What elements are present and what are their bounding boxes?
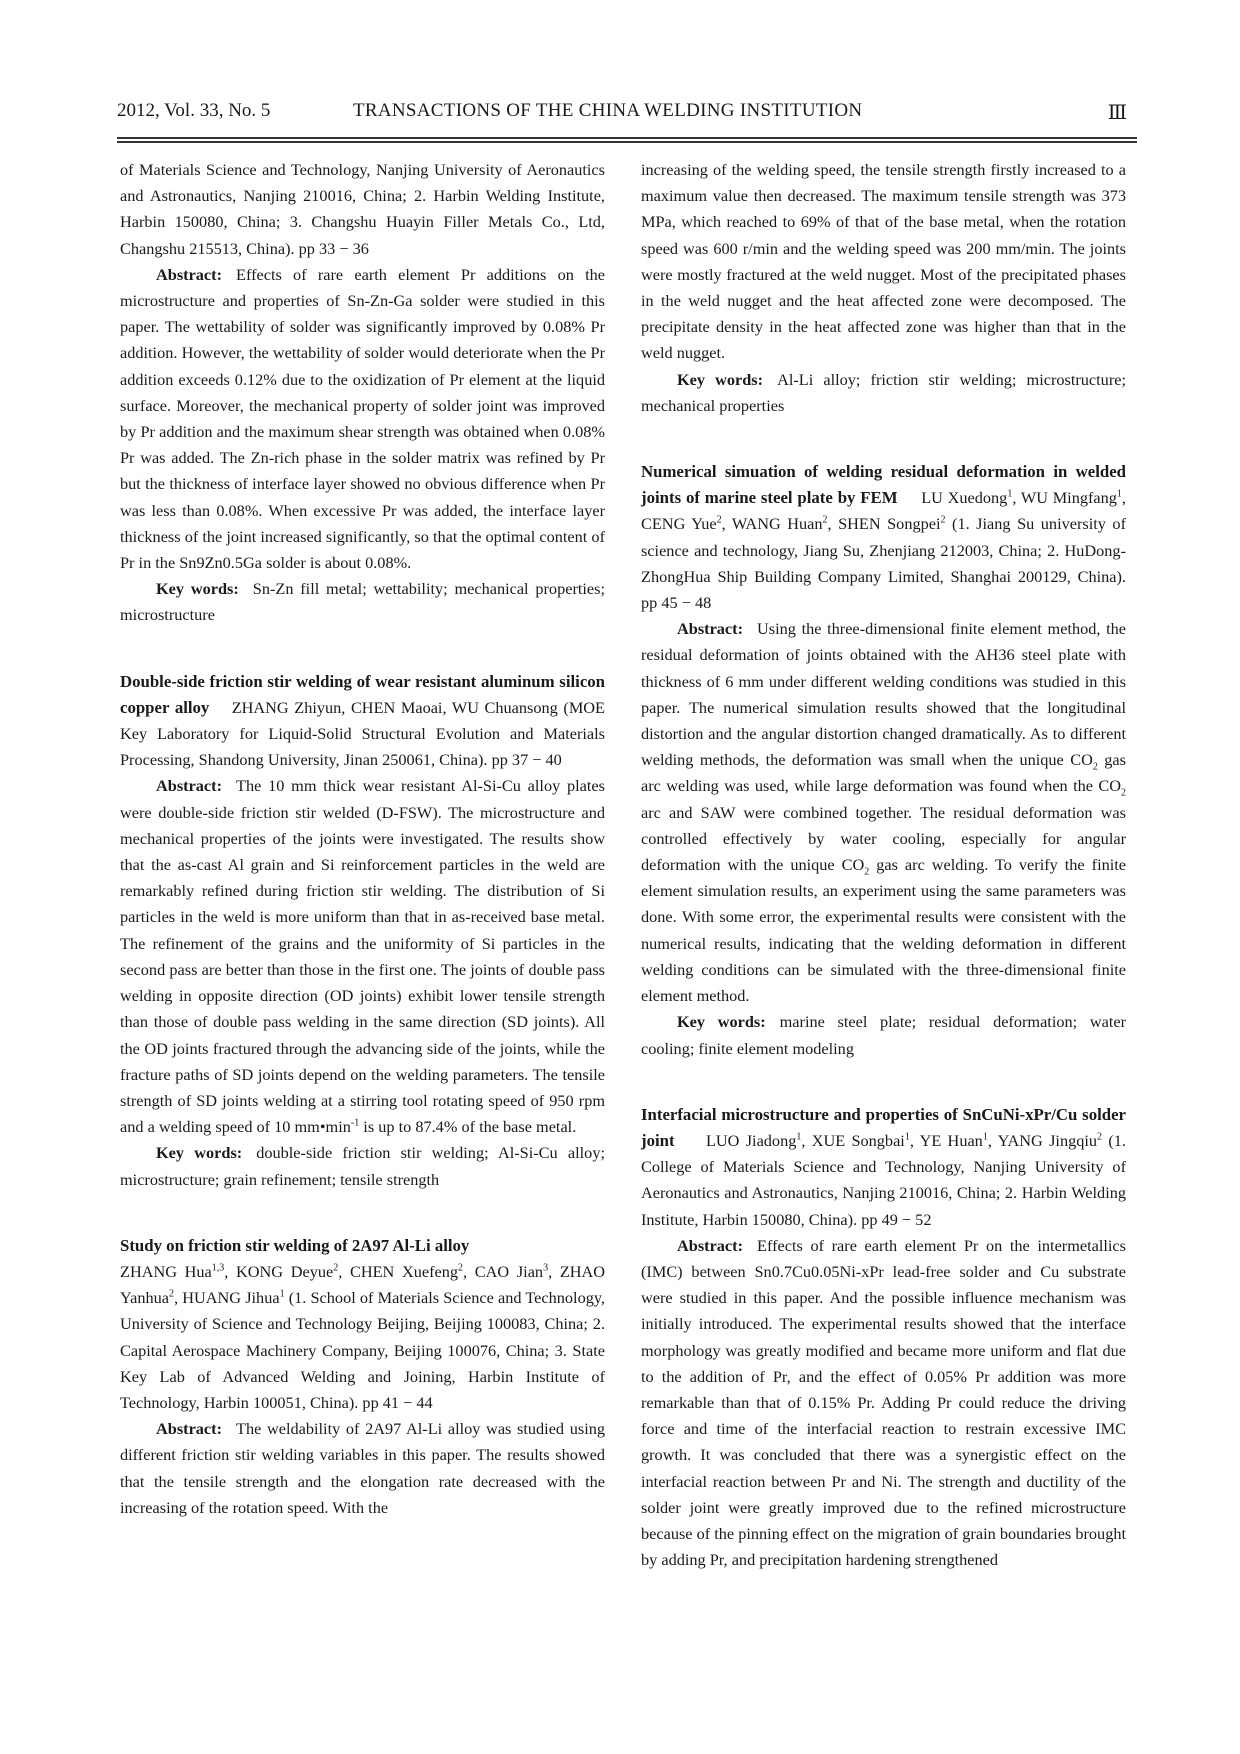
author: ZHAO Yanhua$^2$, (120, 1261, 606, 1308)
keywords-text: Al-Li alloy; friction stir welding; microstructure; mechanical properties (641, 369, 1126, 415)
abstract-text: Effects of rare earth element Pr additions on the microstructure and properties of Sn-Zn-Ga solder were studied in this paper. The wettability of solder was significantly improved by 0.08% Pr addition. However, the wettability of solder would deteriorate when the Pr addition exceeds 0.12% due to the oxidization of Pr element at the liquid surface. Moreover, the mechanical property of solder joint was improved by Pr addition and the maximum shear strength was obtained when 0.08% Pr was added. The Zn-rich phase in the solder matrix was refined by Pr but the thickness of interface layer showed no obvious difference when Pr was less than 0.08%. When excessive Pr was added, the interface layer thickness of the joint increased significantly, so that the optimal content of Pr in the Sn9Zn0.5Ga solder is about 0.08%. (120, 264, 605, 573)
author: LU Xuedong$^1$, (921, 488, 1021, 508)
abstract: Abstract: Using the three-dimensional finite element method, the residual deformation of joints obtained with the AH36 steel plate with thickness of 6 mm under different welding conditions was studied in this paper. The numerical simulation results showed that the longitudinal distortion and the angular distortion changed dramatically. As to different welding methods, the deformation was small when the unique $CO_2$ gas arc welding was used, while large deformation was found when the $CO_2$ arc and SAW were combined together. The residual deformation was controlled effectively by water cooling, especially for angular deformation with the unique $CO_2$ gas arc welding. To verify the finite element simulation results, an experiment using the same parameters was done. With some error, the experimental results were consistent with the numerical results, indicating that the welding deformation in different welding conditions can be simulated with the three-dimensional finite element method. (641, 619, 1127, 1006)
article-5 (641, 1102, 1126, 1574)
keywords-text: marine steel plate; residual deformation; water cooling; finite element modeling (641, 1012, 1126, 1058)
running-header (117, 96, 1137, 126)
abstract-continued: increasing of the welding speed, the tensile strength firstly increased to a maximum value then decreased. The maximum tensile strength was 373 MPa, which reached to 69% of that of the base metal, when the rotation speed was 600 r/min and the welding speed was 200 mm/min. The joints were mostly fractured at the weld nugget. Most of the precipitated phases in the weld nugget and the heat affected zone were decomposed. The precipitate density in the heat affected zone was higher than that in the weld nugget. (641, 160, 1126, 363)
author: XUE Songbai$^1$, (811, 1130, 920, 1150)
abstract-text: The weldability of 2A97 Al-Li alloy was studied using different friction stir welding variables in this paper. The results showed that the tensile strength and the elongation rate decreased with the increasing of the rotation speed. With the (120, 1419, 605, 1517)
abstract-label: Abstract: (156, 1419, 223, 1439)
affiliation: (1. College of Materials Science and Technology, Nanjing University of Aeronautics and Astronautics, Nanjing 210016, China; 2. Harbin Welding Institute, Harbin 150080, China). pp 49 − 52 (641, 1130, 1126, 1229)
author: WANG Huan$^2$, (731, 514, 839, 534)
article-3-continued (641, 157, 1126, 419)
article-title: Numerical simuation of welding residual deformation in welded joints of marine steel plate by FEM (641, 462, 1126, 508)
author: LUO Jiadong$^1$, (705, 1130, 812, 1150)
affiliation: (1. Jiang Su university of science and technology, Jiang Su, Zhenjiang 212003, China; 2. HuDong-ZhongHua Ship Building Company Limited, Shanghai 200129, China). pp 45 − 48 (641, 514, 1126, 613)
abstract-label: Abstract: (677, 619, 744, 639)
abstract-label: Abstract: (677, 1235, 744, 1255)
author: YE Huan$^1$, (919, 1130, 998, 1150)
exponent: -1 (350, 1117, 360, 1129)
article-heading (641, 459, 1126, 616)
keywords-text: double-side friction stir welding; Al-Si-Cu alloy; microstructure; grain refinement; tensile strength (120, 1143, 605, 1189)
right-column (641, 157, 1126, 1573)
issue-info: 2012, Vol. 33, No. 5 (117, 100, 271, 121)
author: KONG Deyue$^2$, (236, 1261, 350, 1281)
left-column (120, 157, 605, 1521)
affiliation-continued: of Materials Science and Technology, Nanjing University of Aeronautics and Astronautics, Nanjing 210016, China; 2. Harbin Welding Institute, Harbin 150080, China; 3. Changshu Huayin Filler Metals Co., Ltd, Changshu 215513, China). pp 33 − 36 (120, 160, 605, 258)
article-heading (641, 1102, 1126, 1233)
author: WU Mingfang$^1$, (1020, 488, 1126, 508)
author: HUANG Jihua$^1$ (182, 1288, 285, 1308)
article-title: Double-side friction stir welding of wear resistant aluminum silicon copper alloy (120, 671, 605, 717)
keywords (120, 1140, 605, 1192)
author: CHEN Xuefeng$^2$, (349, 1261, 475, 1281)
abstract-text: Effects of rare earth element Pr on the intermetallics (IMC) between Sn0.7Cu0.05Ni-xPr lead-free solder and Cu substrate were studied in this paper. And the possible influence mechanism was initially introduced. The experimental results showed that the interface morphology was greatly modified and became more uniform and flat due to the addition of Pr, and the effect of 0.05% Pr addition was more remarkable than that of 0.15% Pr. Adding Pr could reduce the driving force and time of the interfacial reaction to restrain excessive IMC growth. It was concluded that there was a synergistic effect on the interfacial reaction between Pr and Ni. The strength and ductility of the solder joint were greatly improved due to the refined microstructure because of the pinning effect on the migration of grain boundaries brought by adding Pr, and precipitation hardening strengthened (641, 1235, 1126, 1570)
abstract-text: The 10 mm thick wear resistant Al-Si-Cu alloy plates were double-side friction stir welded (D-FSW). The microstructure and mechanical properties of the joints were investigated. The results show that the as-cast Al grain and Si reinforcement particles in the weld are remarkably refined during friction stir welding. The distribution of Si particles in the weld is more uniform than that in as-received base metal. The refinement of the grains and the uniformity of Si particles in the second pass are better than those in the first one. The joints of double pass welding in opposite direction (OD joints) exhibit lower tensile strength than those of double pass welding in the same direction (SD joints). All the OD joints fractured through the advancing side of the joints, while the fracture paths of SD joints depend on the welding parameters. The tensile strength of SD joints welding at a stirring tool rotating speed of 950 rpm and a welding speed of 10 mm•min (120, 776, 605, 1137)
page-number: Ⅲ (1107, 102, 1127, 124)
keywords-label: Key words: (677, 369, 764, 389)
article-2 (120, 669, 605, 1193)
journal-title: TRANSACTIONS OF THE CHINA WELDING INSTITUTION (353, 100, 863, 121)
abstract (641, 1233, 1126, 1574)
authors-affiliation: ZHANG Zhiyun, CHEN Maoai, WU Chuansong (MOE Key Laboratory for Liquid-Solid Structural Evolution and Materials Processing, Shandong University, Jinan 250061, China). pp 37 − 40 (120, 697, 605, 770)
keywords-label: Key words: (156, 1143, 243, 1163)
author: CENG Yue$^2$, (641, 514, 732, 534)
author: YANG Jingqiu$^2$ (997, 1130, 1103, 1150)
author: CAO Jian$^3$, (474, 1261, 560, 1281)
author: ZHANG Hua$^{1,3}$, (120, 1261, 237, 1281)
abstract (120, 773, 605, 1140)
article-heading (120, 1233, 605, 1416)
article-4 (641, 459, 1126, 1062)
article-title: Study on friction stir welding of 2A97 Al-Li alloy (120, 1235, 470, 1255)
keywords-label: Key words: (677, 1012, 766, 1032)
article-heading (120, 669, 605, 774)
abstract-label: Abstract: (156, 776, 223, 796)
keywords-text: Sn-Zn fill metal; wettability; mechanical properties; microstructure (120, 579, 605, 625)
abstract (120, 1416, 605, 1521)
author: SHEN Songpei$^2$ (838, 514, 946, 534)
keywords-label: Key words: (156, 579, 239, 599)
abstract (120, 262, 605, 576)
keywords (641, 367, 1126, 419)
article-title: Interfacial microstructure and properties of SnCuNi-xPr/Cu solder joint (641, 1104, 1126, 1150)
keywords (120, 576, 605, 628)
abstract-text-tail: is up to 87.4% of the base metal. (359, 1117, 577, 1137)
affiliation: (1. School of Materials Science and Technology, University of Science and Technology Beijing, Beijing 100083, China; 2. Capital Aerospace Machinery Company, Beijing 100076, China; 3. State Key Lab of Advanced Welding and Joining, Harbin Institute of Technology, Harbin 100051, China). pp 41 − 44 (120, 1288, 606, 1412)
article-3 (120, 1233, 605, 1521)
abstract-label: Abstract: (156, 264, 223, 284)
header-rule-top (117, 137, 1137, 139)
article-1-continued (120, 157, 605, 629)
header-rule-bottom (117, 141, 1137, 143)
keywords (641, 1009, 1126, 1061)
